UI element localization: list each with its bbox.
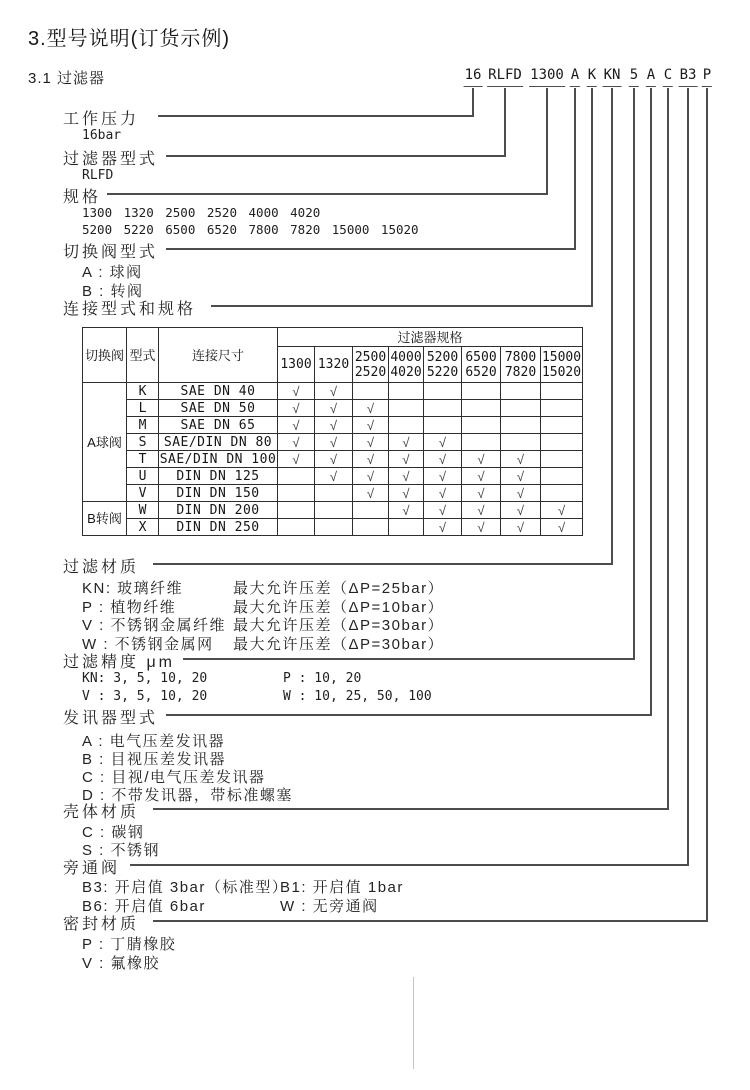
model-code-segment: K	[587, 67, 597, 87]
spec-col-header: 1300	[278, 347, 315, 383]
leader-vline-spec	[546, 88, 548, 193]
check-cell: √	[278, 383, 315, 400]
check-cell	[424, 417, 462, 434]
check-cell	[541, 451, 583, 468]
check-cell: √	[462, 468, 501, 485]
check-cell	[501, 383, 541, 400]
fmat-w-dp: 最大允许压差（ΔP=30bar）	[233, 636, 445, 653]
table-row	[83, 468, 583, 485]
check-cell: √	[353, 434, 389, 451]
check-cell	[501, 400, 541, 417]
leader-vline-ind	[650, 88, 652, 714]
spec-col-line2: 6520	[465, 364, 497, 380]
leader-hline-ftype	[166, 155, 506, 157]
check-cell: √	[424, 485, 462, 502]
spec-col-line1: 15000	[541, 349, 582, 365]
table-row	[83, 519, 583, 536]
model-code-segment: C	[663, 67, 673, 87]
leader-hline-conn	[211, 305, 593, 307]
spec-col-header: 1320	[315, 347, 353, 383]
check-cell: √	[501, 502, 541, 519]
check-cell	[389, 417, 424, 434]
valve-option-b: B : 转阀	[82, 283, 144, 300]
check-cell	[541, 434, 583, 451]
spec-col-line1: 6500	[465, 349, 497, 365]
type-cell: X	[127, 519, 159, 536]
check-cell: √	[424, 502, 462, 519]
bypass-b6: B6: 开启值 6bar	[82, 898, 206, 915]
label-bypass-valve: 旁通阀	[63, 860, 121, 877]
fmat-p-dp: 最大允许压差（ΔP=10bar）	[233, 599, 445, 616]
label-indicator-type: 发讯器型式	[63, 710, 159, 727]
fmat-v-name: V : 不锈钢金属纤维	[82, 617, 227, 634]
leader-vline-fmat	[611, 88, 613, 563]
col-header-type: 型式	[127, 328, 159, 383]
housing-option-s: S : 不锈钢	[82, 842, 161, 859]
indicator-option-a: A : 电气压差发讯器	[82, 733, 226, 750]
check-cell	[353, 519, 389, 536]
spec-col-header	[353, 347, 389, 383]
check-cell: √	[315, 383, 353, 400]
check-cell	[353, 502, 389, 519]
label-filter-type: 过滤器型式	[63, 151, 159, 168]
check-cell: √	[462, 451, 501, 468]
size-cell: SAE/DIN DN 100	[159, 451, 277, 467]
check-cell	[315, 519, 353, 536]
leader-vline-prec	[633, 88, 635, 658]
check-cell	[389, 400, 424, 417]
size-cell: DIN DN 250	[159, 519, 278, 536]
check-cell	[278, 485, 315, 502]
check-cell: √	[278, 451, 315, 468]
check-cell	[541, 468, 583, 485]
label-filtration-rating: 过滤精度 μm	[63, 654, 175, 671]
check-cell	[315, 502, 353, 519]
leader-vline-seal	[706, 88, 708, 920]
label-spec: 规格	[63, 189, 102, 206]
spec-col-line1: 4000	[390, 349, 422, 365]
indicator-option-c: C : 目视/电气压差发讯器	[82, 769, 266, 786]
check-cell: √	[424, 468, 462, 485]
prec-v: V : 3, 5, 10, 20	[82, 689, 208, 704]
label-connection: 连接型式和规格	[63, 301, 197, 318]
check-cell	[389, 519, 424, 536]
section-heading: 3.1 过滤器	[28, 70, 106, 87]
check-cell	[462, 400, 501, 417]
spec-sizes-line1: 1300 1320 2500 2520 4000 4020	[82, 205, 321, 220]
model-code-segment: 1300	[529, 67, 565, 87]
leader-vline-ftype	[504, 88, 506, 155]
check-cell	[353, 383, 389, 400]
check-cell: √	[389, 468, 424, 485]
label-valve-type: 切换阀型式	[63, 244, 159, 261]
leader-vline-hous	[667, 88, 669, 808]
table-row	[83, 400, 583, 417]
size-cell: SAE DN 40	[159, 383, 278, 400]
check-cell	[541, 400, 583, 417]
model-code-segment: RLFD	[487, 67, 523, 87]
spec-col-line2: 2520	[354, 364, 387, 380]
spec-col-line1: 5200	[426, 349, 459, 365]
check-cell: √	[462, 519, 501, 536]
indicator-option-b: B : 目视压差发讯器	[82, 751, 227, 768]
spec-col-header	[424, 347, 462, 383]
col-header-size: 连接尺寸	[159, 328, 278, 383]
valve-group-a: A球阀	[83, 383, 127, 502]
model-code-segment: KN	[603, 67, 622, 87]
fmat-v-dp: 最大允许压差（ΔP=30bar）	[233, 617, 445, 634]
check-cell	[462, 383, 501, 400]
type-cell: L	[127, 400, 159, 417]
check-cell: √	[389, 434, 424, 451]
fmat-kn-dp: 最大允许压差（ΔP=25bar）	[233, 580, 445, 597]
check-cell: √	[424, 451, 462, 468]
spec-col-line1: 2500	[354, 349, 387, 365]
table-row	[83, 434, 583, 451]
label-filter-material: 过滤材质	[63, 559, 140, 576]
leader-vline-conn	[591, 88, 593, 305]
indicator-option-d: D : 不带发讯器，带标准螺塞	[82, 787, 293, 804]
spec-col-line2: 7820	[504, 364, 537, 380]
spec-col-line2: 5220	[426, 364, 459, 380]
check-cell	[541, 383, 583, 400]
spec-col-line2: 15020	[541, 364, 582, 380]
check-cell: √	[389, 485, 424, 502]
table-row	[83, 417, 583, 434]
bypass-b3: B3: 开启值 3bar（标准型）	[82, 879, 289, 896]
check-cell: √	[424, 434, 462, 451]
check-cell: √	[424, 519, 462, 536]
check-cell: √	[278, 400, 315, 417]
check-cell: √	[501, 451, 541, 468]
leader-hline-fmat	[153, 563, 613, 565]
type-cell: T	[127, 451, 159, 468]
table-row	[83, 383, 583, 400]
bypass-w: W : 无旁通阀	[280, 898, 379, 915]
check-cell	[389, 383, 424, 400]
size-cell: DIN DN 125	[159, 468, 278, 485]
size-cell: SAE DN 65	[159, 417, 278, 434]
check-cell: √	[353, 417, 389, 434]
bypass-b1: B1: 开启值 1bar	[280, 879, 404, 896]
prec-p: P : 10, 20	[283, 671, 362, 686]
check-cell	[278, 468, 315, 485]
table-row	[83, 502, 583, 519]
fold-mark-line	[413, 977, 414, 1069]
check-cell: √	[315, 451, 353, 468]
spec-col-header	[541, 347, 583, 383]
connection-spec-table	[82, 327, 583, 536]
label-seal-material: 密封材质	[63, 916, 140, 933]
check-cell: √	[278, 434, 315, 451]
spec-col-header	[389, 347, 424, 383]
prec-kn: KN: 3, 5, 10, 20	[82, 671, 208, 686]
leader-hline-prec	[183, 658, 635, 660]
leader-vline-pressure	[472, 88, 474, 115]
check-cell	[541, 417, 583, 434]
table-row	[83, 451, 583, 468]
size-cell: SAE/DIN DN 80	[159, 434, 278, 451]
size-cell: DIN DN 200	[159, 502, 278, 519]
check-cell	[541, 485, 583, 502]
leader-hline-pressure	[158, 115, 474, 117]
spec-col-header	[501, 347, 541, 383]
check-cell: √	[541, 519, 583, 536]
check-cell	[278, 519, 315, 536]
valve-option-a: A : 球阀	[82, 264, 143, 281]
check-cell: √	[462, 502, 501, 519]
type-cell: V	[127, 485, 159, 502]
col-header-spec-group: 过滤器规格	[278, 328, 583, 347]
spec-col-line1: 7800	[504, 349, 537, 365]
check-cell: √	[315, 417, 353, 434]
leader-hline-seal	[153, 920, 708, 922]
type-cell: M	[127, 417, 159, 434]
type-cell: K	[127, 383, 159, 400]
check-cell: √	[315, 400, 353, 417]
check-cell: √	[462, 485, 501, 502]
check-cell	[501, 434, 541, 451]
model-code-segment: 16	[464, 67, 483, 87]
leader-hline-byp	[130, 864, 689, 866]
housing-option-c: C : 碳钢	[82, 824, 145, 841]
label-housing-material: 壳体材质	[63, 804, 140, 821]
model-code-segment: B3	[679, 67, 698, 87]
valve-group-b: B转阀	[83, 502, 127, 536]
model-code-segment: P	[702, 67, 712, 87]
leader-hline-spec	[107, 193, 548, 195]
check-cell: √	[278, 417, 315, 434]
check-cell: √	[389, 451, 424, 468]
spec-sizes-line2: 5200 5220 6500 6520 7800 7820 15000 15020	[82, 222, 419, 237]
size-cell: SAE DN 50	[159, 400, 278, 417]
check-cell: √	[541, 502, 583, 519]
leader-hline-valve	[166, 248, 576, 250]
col-header-valve: 切换阀	[83, 328, 127, 383]
type-cell: U	[127, 468, 159, 485]
spec-col-header	[462, 347, 501, 383]
leader-vline-byp	[687, 88, 689, 864]
page-title: 3.型号说明(订货示例)	[28, 28, 230, 50]
leader-vline-valve	[574, 88, 576, 248]
value-working-pressure: 16bar	[82, 128, 122, 143]
seal-option-v: V : 氟橡胶	[82, 955, 161, 972]
check-cell	[501, 417, 541, 434]
check-cell: √	[353, 400, 389, 417]
fmat-p-name: P : 植物纤维	[82, 599, 177, 616]
value-filter-type: RLFD	[82, 168, 114, 183]
check-cell	[278, 502, 315, 519]
table-row	[83, 485, 583, 502]
check-cell	[462, 417, 501, 434]
check-cell: √	[501, 519, 541, 536]
label-working-pressure: 工作压力	[63, 111, 140, 128]
check-cell	[424, 400, 462, 417]
check-cell: √	[315, 434, 353, 451]
size-cell: DIN DN 150	[159, 485, 278, 502]
type-cell: W	[127, 502, 159, 519]
check-cell	[315, 485, 353, 502]
check-cell: √	[353, 468, 389, 485]
type-cell: S	[127, 434, 159, 451]
check-cell: √	[389, 502, 424, 519]
check-cell: √	[501, 485, 541, 502]
check-cell	[462, 434, 501, 451]
check-cell: √	[501, 468, 541, 485]
model-code-segment: A	[570, 67, 580, 87]
check-cell: √	[353, 485, 389, 502]
fmat-w-name: W : 不锈钢金属网	[82, 636, 214, 653]
leader-hline-hous	[153, 808, 669, 810]
model-code-segment: A	[646, 67, 656, 87]
model-code-segment: 5	[629, 67, 639, 87]
fmat-kn-name: KN: 玻璃纤维	[82, 580, 184, 597]
check-cell: √	[353, 451, 389, 468]
prec-w: W : 10, 25, 50, 100	[283, 689, 432, 704]
check-cell: √	[315, 468, 353, 485]
seal-option-p: P : 丁腈橡胶	[82, 936, 177, 953]
check-cell	[424, 383, 462, 400]
leader-hline-ind	[166, 714, 652, 716]
spec-col-line2: 4020	[390, 364, 422, 380]
